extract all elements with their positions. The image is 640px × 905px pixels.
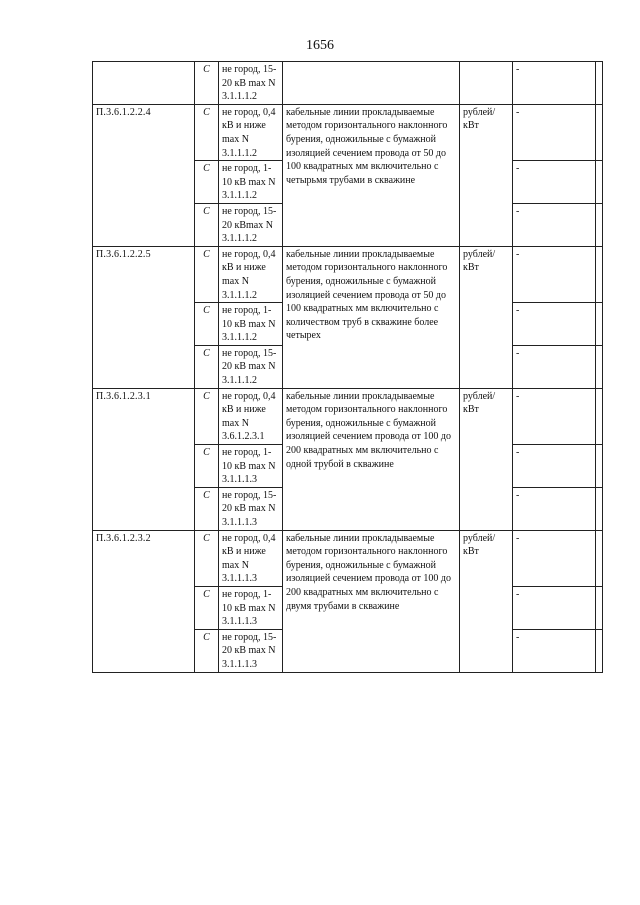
condition-cell: не город, 15-20 кВ max N 3.1.1.1.2 — [219, 345, 283, 388]
condition-cell: не город, 1-10 кВ max N 3.1.1.1.3 — [219, 586, 283, 629]
description-cell — [283, 62, 460, 105]
unit-cell: рублей/ кВт — [460, 246, 513, 388]
letter-cell: C — [195, 530, 219, 586]
letter-cell: C — [195, 62, 219, 105]
page-number: 1656 — [306, 38, 334, 53]
letter-cell: C — [195, 345, 219, 388]
letter-cell: C — [195, 203, 219, 246]
value-cell: - — [513, 487, 596, 530]
condition-cell: не город, 1-10 кВ max N 3.1.1.1.2 — [219, 161, 283, 204]
description-cell: кабельные линии прокладываемые методом горизонтального наклонного бурения, одножильные с бумажной изоляцией сечением провода от 50 до 100 квадратных мм включительно с четырьмя трубами в скважине — [283, 104, 460, 246]
blank-cell — [596, 161, 603, 204]
condition-cell: не город, 0,4 кВ и ниже max N 3.1.1.1.3 — [219, 530, 283, 586]
blank-cell — [596, 445, 603, 488]
blank-cell — [596, 629, 603, 672]
condition-cell: не город, 0,4 кВ и ниже max N 3.1.1.1.2 — [219, 246, 283, 302]
value-cell: - — [513, 303, 596, 346]
description-cell: кабельные линии прокладываемые методом горизонтального наклонного бурения, одножильные с бумажной изоляцией сечением провода от 50 до 100 квадратных мм включительно с количеством труб в скважине более четырех — [283, 246, 460, 388]
tariff-table — [92, 61, 603, 673]
condition-cell: не город, 1-10 кВ max N 3.1.1.1.3 — [219, 445, 283, 488]
unit-cell: рублей/ кВт — [460, 104, 513, 246]
code-cell: П.3.6.1.2.3.2 — [93, 530, 195, 672]
blank-cell — [596, 246, 603, 302]
table-row — [93, 104, 603, 160]
blank-cell — [596, 303, 603, 346]
blank-cell — [596, 62, 603, 105]
value-cell: - — [513, 345, 596, 388]
letter-cell: C — [195, 487, 219, 530]
table-row — [93, 246, 603, 302]
table-row — [93, 388, 603, 444]
letter-cell: C — [195, 586, 219, 629]
value-cell: - — [513, 445, 596, 488]
letter-cell: C — [195, 303, 219, 346]
description-cell: кабельные линии прокладываемые методом горизонтального наклонного бурения, одножильные с бумажной изоляцией сечением провода от 100 до 200 квадратных мм включительно с одной трубой в скважине — [283, 388, 460, 530]
blank-cell — [596, 487, 603, 530]
condition-cell: не город, 1-10 кВ max N 3.1.1.1.2 — [219, 303, 283, 346]
letter-cell: C — [195, 161, 219, 204]
letter-cell: C — [195, 629, 219, 672]
condition-cell: не город, 0,4 кВ и ниже max N 3.6.1.2.3.1 — [219, 388, 283, 444]
condition-cell: не город, 15-20 кВ max N 3.1.1.1.3 — [219, 487, 283, 530]
value-cell: - — [513, 104, 596, 160]
code-cell: П.3.6.1.2.2.5 — [93, 246, 195, 388]
code-cell: П.3.6.1.2.2.4 — [93, 104, 195, 246]
blank-cell — [596, 388, 603, 444]
condition-cell: не город, 15-20 кВ max N 3.1.1.1.2 — [219, 62, 283, 105]
table-row — [93, 530, 603, 586]
letter-cell: C — [195, 388, 219, 444]
code-cell — [93, 62, 195, 105]
value-cell: - — [513, 246, 596, 302]
unit-cell: рублей/ кВт — [460, 388, 513, 530]
condition-cell: не город, 15-20 кВ max N 3.1.1.1.3 — [219, 629, 283, 672]
value-cell: - — [513, 62, 596, 105]
condition-cell: не город, 15-20 кВmax N 3.1.1.1.2 — [219, 203, 283, 246]
value-cell: - — [513, 388, 596, 444]
value-cell: - — [513, 530, 596, 586]
blank-cell — [596, 104, 603, 160]
blank-cell — [596, 530, 603, 586]
description-cell: кабельные линии прокладываемые методом горизонтального наклонного бурения, одножильные с бумажной изоляцией сечением провода от 100 до 200 квадратных мм включительно с двумя трубами в скважине — [283, 530, 460, 672]
value-cell: - — [513, 161, 596, 204]
letter-cell: C — [195, 246, 219, 302]
value-cell: - — [513, 586, 596, 629]
value-cell: - — [513, 629, 596, 672]
code-cell: П.3.6.1.2.3.1 — [93, 388, 195, 530]
blank-cell — [596, 345, 603, 388]
letter-cell: C — [195, 104, 219, 160]
unit-cell: рублей/ кВт — [460, 530, 513, 672]
letter-cell: C — [195, 445, 219, 488]
table-row — [93, 62, 603, 105]
blank-cell — [596, 203, 603, 246]
unit-cell — [460, 62, 513, 105]
value-cell: - — [513, 203, 596, 246]
condition-cell: не город, 0,4 кВ и ниже max N 3.1.1.1.2 — [219, 104, 283, 160]
blank-cell — [596, 586, 603, 629]
